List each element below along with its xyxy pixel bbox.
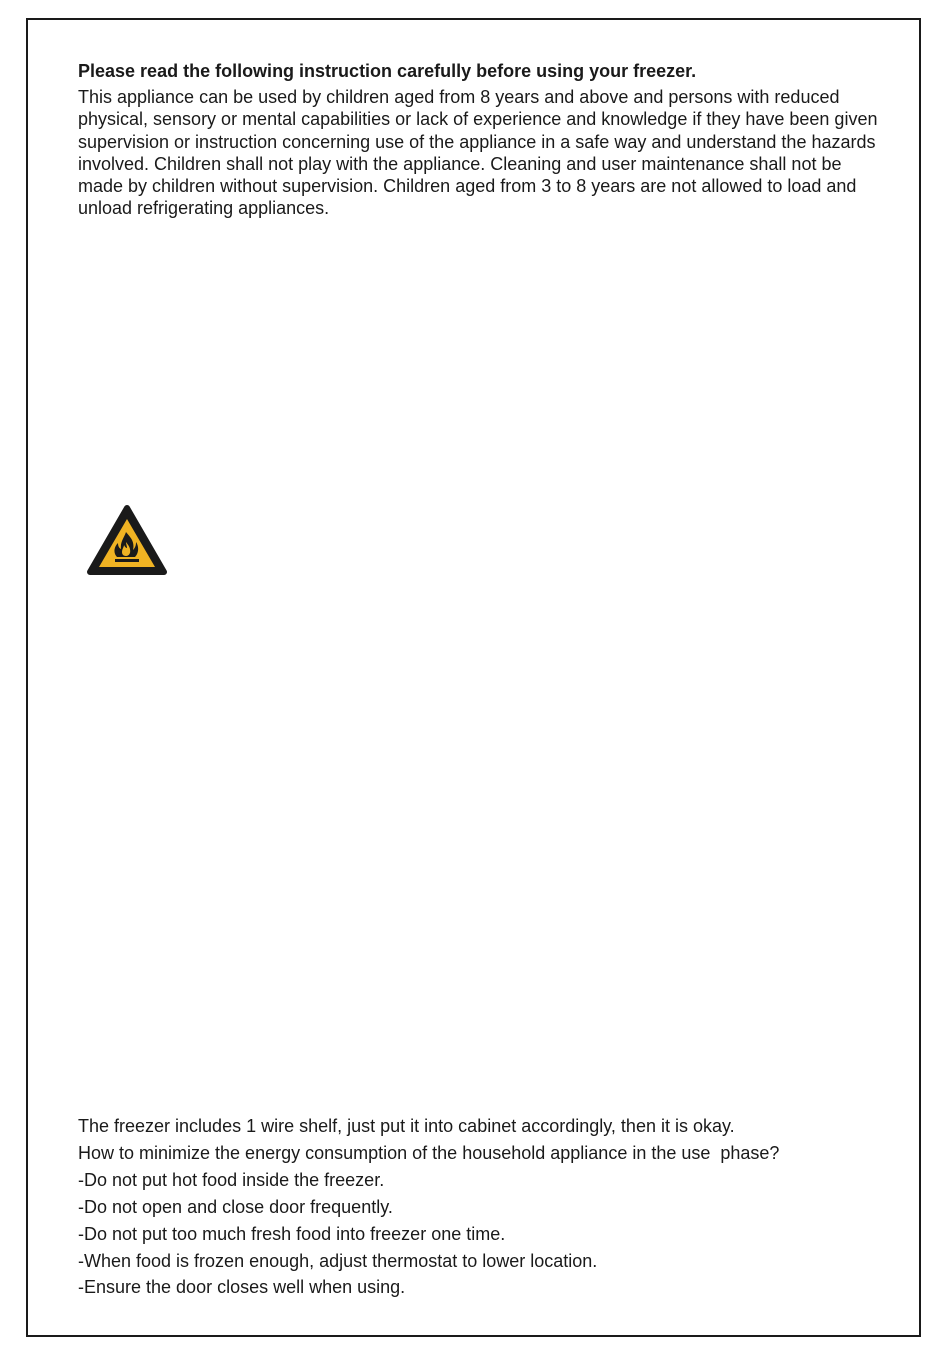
safety-paragraph: This appliance can be used by children aged from 8 years and above and persons with reduced physical, sensory or mental capabilities or lack of experience and knowledge if they have been given supervision or instruction concerning use of the appliance in a safe way and understand the hazards involved. Children shall not play with the appliance. Cleaning and user maintenance shall not be made by children without supervision. Children aged from 3 to 8 years are not allowed to load and unload refrigerating appliances. — [78, 87, 878, 219]
tip-item: -Ensure the door closes well when using. — [78, 1277, 406, 1298]
tip-item: -Do not open and close door frequently. — [78, 1196, 393, 1217]
energy-question: How to minimize the energy consumption of the household appliance in the use phase? — [78, 1142, 780, 1163]
tip-item: -Do not put too much fresh food into freezer one time. — [78, 1223, 506, 1244]
usage-notes — [78, 1113, 908, 1301]
tip-item: -When food is frozen enough, adjust thermostat to lower location. — [78, 1250, 598, 1271]
tip-item: -Do not put hot food inside the freezer. — [78, 1169, 385, 1190]
instruction-heading: Please read the following instruction carefully before using your freezer. — [78, 61, 697, 81]
flammable-warning-icon — [86, 504, 168, 578]
shelf-note: The freezer includes 1 wire shelf, just put it into cabinet accordingly, then it is okay. — [78, 1116, 735, 1136]
